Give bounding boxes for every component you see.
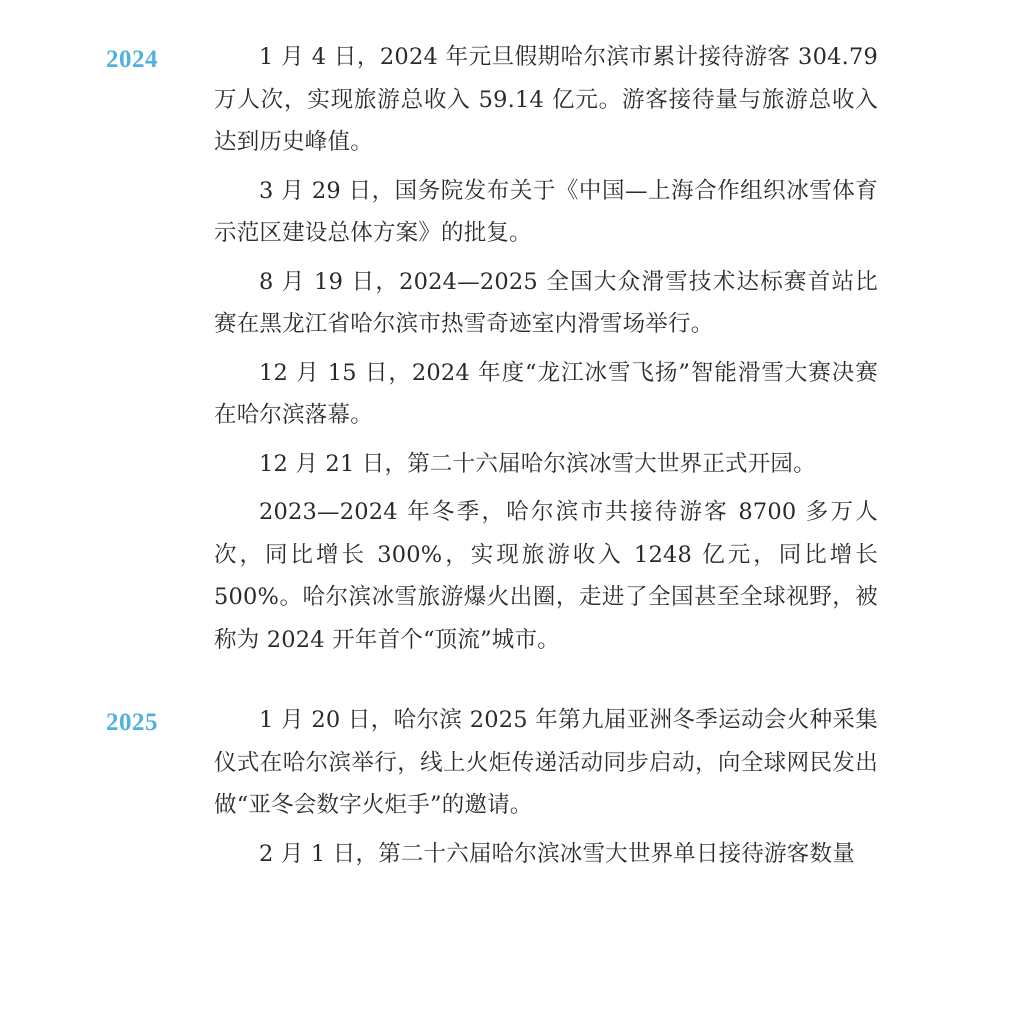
entry-paragraph: 2 月 1 日，第二十六届哈尔滨冰雪大世界单日接待游客数量 [259,840,855,867]
entry-paragraph: 8 月 19 日，2024—2025 全国大众滑雪技术达标赛首站比赛在黑龙江省哈尔滨市热雪奇迹室内滑雪场举行。 [214,268,878,337]
year-heading: 2025 [106,709,158,736]
entry-paragraph: 12 月 15 日，2024 年度“龙江冰雪飞扬”智能滑雪大赛决赛在哈尔滨落幕。 [214,359,878,428]
year-entries [214,699,878,881]
entry-paragraph: 1 月 20 日，哈尔滨 2025 年第九届亚洲冬季运动会火种采集仪式在哈尔滨举行，线上火炬传递活动同步启动，向全球网民发出做“亚冬会数字火炬手”的邀请。 [214,707,878,818]
entry-paragraph: 2023—2024 年冬季，哈尔滨市共接待游客 8700 多万人次，同比增长 300%，实现旅游收入 1248 亿元，同比增长 500%。哈尔滨冰雪旅游爆火出圈，走进了全国甚至全球视野，被称为 2024 开年首个“顶流”城市。 [214,499,878,653]
year-entries [214,36,878,667]
entry-paragraph: 1 月 4 日，2024 年元旦假期哈尔滨市累计接待游客 304.79 万人次，实现旅游总收入 59.14 亿元。游客接待量与旅游总收入达到历史峰值。 [214,44,878,155]
year-heading: 2024 [106,46,158,73]
entry-paragraph: 12 月 21 日，第二十六届哈尔滨冰雪大世界正式开园。 [259,450,816,477]
entry-paragraph: 3 月 29 日，国务院发布关于《中国—上海合作组织冰雪体育示范区建设总体方案》的批复。 [214,177,878,246]
